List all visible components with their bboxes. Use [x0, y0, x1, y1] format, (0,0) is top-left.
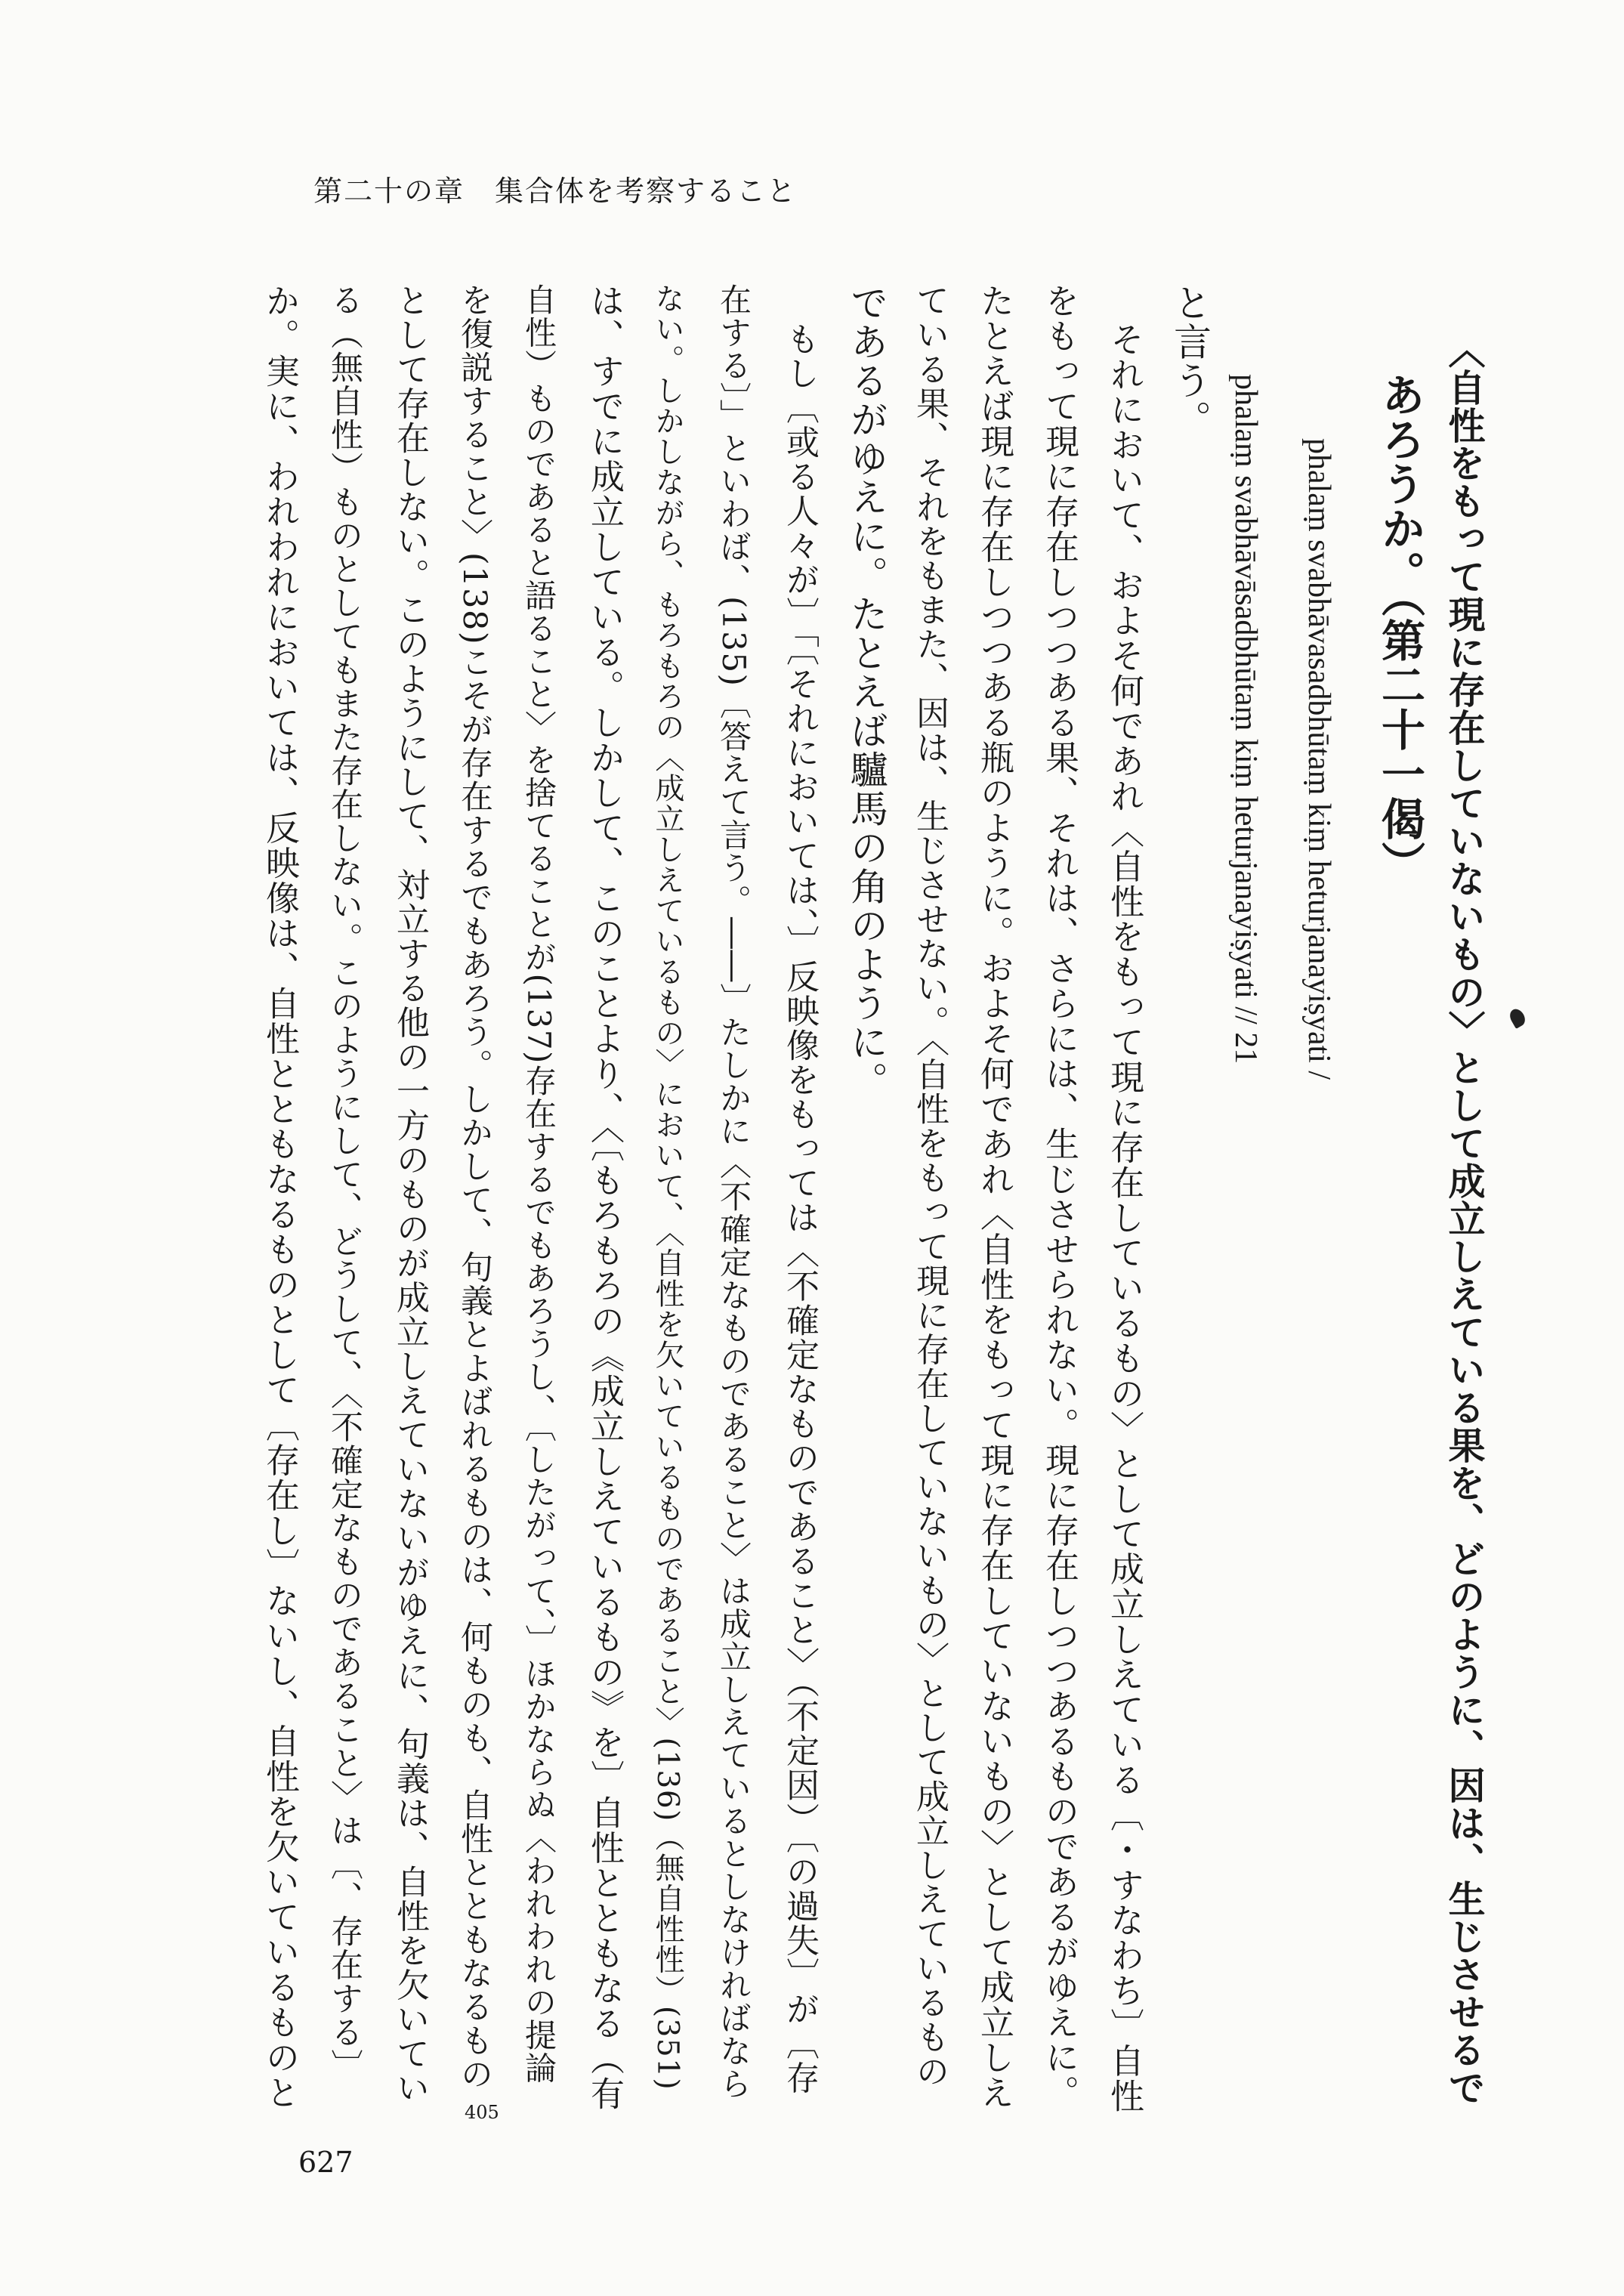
verse-mark-icon — [1507, 1006, 1528, 1029]
verse-line: あろうか。（第二十一偈） — [1374, 372, 1425, 885]
prose-line: 在する〕」といわば、(135)〔答えて言う。――〕たしかに〈不確定なものであること〉は成立しえているとしなければなら — [715, 283, 752, 2100]
verse-line: 〈自性をもって現に存在していないもの〉として成立しえている果を、どのように、因は、生じさせるで — [1443, 331, 1487, 2106]
transliteration-line: phalaṃ svabhāvasadbhūtaṃ kiṃ heturjanayiṣyati / — [1301, 438, 1336, 1080]
prose-line: ている果、それをもまた、因は、生じさせない。〈自性をもって現に存在していないもの〉として成立しえているもの — [910, 283, 949, 2089]
prose-line: と言う。 — [1168, 283, 1212, 439]
page-number: 627 — [298, 2146, 354, 2179]
prose-line: を復説すること〉(138)こそが存在するでもあろう。しかして、句義とよばれるものは、何ものも、自性とともなるもの — [455, 283, 493, 2091]
prose-line: か。実に、われわれにおいては、反映像は、自性とともなるものとして〔存在し〕ないし、自性を欠いているものと — [260, 283, 300, 2110]
prose-line: る（無自性）ものとしてもまた存在しない。このようにして、どうして、〈不確定なものであること〉は〔、存在する〕 — [326, 283, 363, 2083]
running-head: 第二十の章 集合体を考察すること — [313, 175, 798, 208]
prose-line: をもって現に存在しつつある果、それは、さらには、生じさせられない。現に存在しつつあるものであるがゆえに。 — [1039, 283, 1079, 2110]
prose-line: たとえば現に存在しつつある瓶のように。およそ何であれ〈自性をもって現に存在していないもの〉として成立しえ — [974, 283, 1014, 2110]
prose-line: であるがゆえに。たとえば驢馬の角のように。 — [844, 283, 888, 1101]
transliteration-line: phalaṃ svabhāvāsadbhūtaṃ kiṃ heturjanayiṣyati // 21 — [1228, 374, 1263, 1065]
prose-line: は、すでに成立している。しかして、このことより、〈〔もろもろの《成立しえているもの》を〕自性とともなる（有 — [585, 283, 625, 2112]
margin-note: 405 — [465, 2102, 499, 2123]
prose-line: 自性）ものであると語ること〉を捨てることが(137)存在するでもあろうし、〔したがって、〕ほかならぬ〈われわれの提論 — [520, 283, 557, 2084]
prose-line: ない。しかしながら、もろもろの〈成立しえているもの〉において、〈自性を欠いているものであること〉(136)（無自性性）(351) — [650, 283, 684, 2091]
prose-line: もし〔或る人々が〕「〔それにおいては、〕反映像をもっては〈不確定なものであること〉（不定因）〔の過失〕が〔存 — [780, 322, 819, 2095]
prose-line: それにおいて、およそ何であれ〈自性をもって現に存在しているもの〉として成立しえている〔・すなわち〕自性 — [1104, 322, 1144, 2114]
prose-line: として存在しない。このようにして、対立する他の一方のものが成立しえていないがゆえに、句義は、自性を欠いてい — [391, 283, 429, 2106]
